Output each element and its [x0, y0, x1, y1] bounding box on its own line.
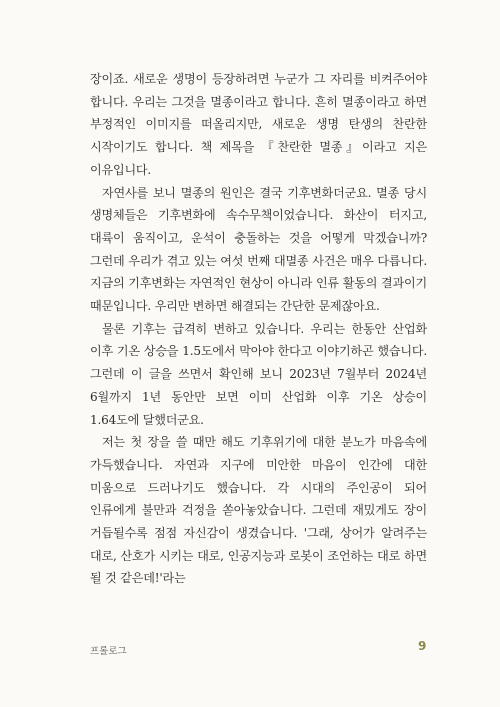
paragraph-2: 자연사를 보니 멸종의 원인은 결국 기후변화더군요. 멸종 당시 생명체들은 기후변화에 속수무책이었습니다. 화산이 터지고, 대륙이 움직이고, 운석이 충돌하는 것을 어떻게 막겠습니까? 그런데 우리가 겪고 있는 여섯 번째 대멸종 사건은 매우 다릅니다. 지금의 기후변화는 자연적인 현상이 아니라 인류 활동의 결과이기 때문입니다. 우리만 변하면 해결되는 간단한 문제잖아요.	[90, 185, 427, 314]
paragraph-1: 장이죠. 새로운 생명이 등장하려면 누군가 그 자리를 비켜주어야 합니다. 우리는 그것을 멸종이라고 합니다. 흔히 멸종이라고 하면 부정적인 이미지를 떠올리지만, 새로운 생명 탄생의 찬란한 시작이기도 합니다. 책 제목을 『찬란한 멸종』이라고 지은 이유입니다.	[90, 72, 427, 177]
page-number: 9	[418, 639, 427, 653]
paragraph-3: 물론 기후는 급격히 변하고 있습니다. 우리는 한동안 산업화 이후 기온 상승을 1.5도에서 막아야 한다고 이야기하곤 했습니다. 그런데 이 글을 쓰면서 확인해 보니 2023년 7월부터 2024년 6월까지 1년 동안만 보면 이미 산업화 이후 기온 상승이 1.64도에 달했더군요.	[90, 321, 427, 427]
body-text	[90, 68, 427, 590]
section-label: 프롤로그	[90, 646, 127, 657]
paragraph-4: 저는 첫 장을 쓸 때만 해도 기후위기에 대한 분노가 마음속에 가득했습니다. 자연과 지구에 미안한 마음이 인간에 대한 미움으로 드러나기도 했습니다. 각 시대의 주인공이 되어 인류에게 불만과 걱정을 쏟아놓았습니다. 그런데 재밌게도 장이 거듭될수록 점점 자신감이 생겼습니다. '그래, 상어가 알려주는 대로, 산호가 시키는 대로, 인공지능과 로봇이 조언하는 대로 하면 될 것 같은데!'라는	[90, 435, 427, 586]
